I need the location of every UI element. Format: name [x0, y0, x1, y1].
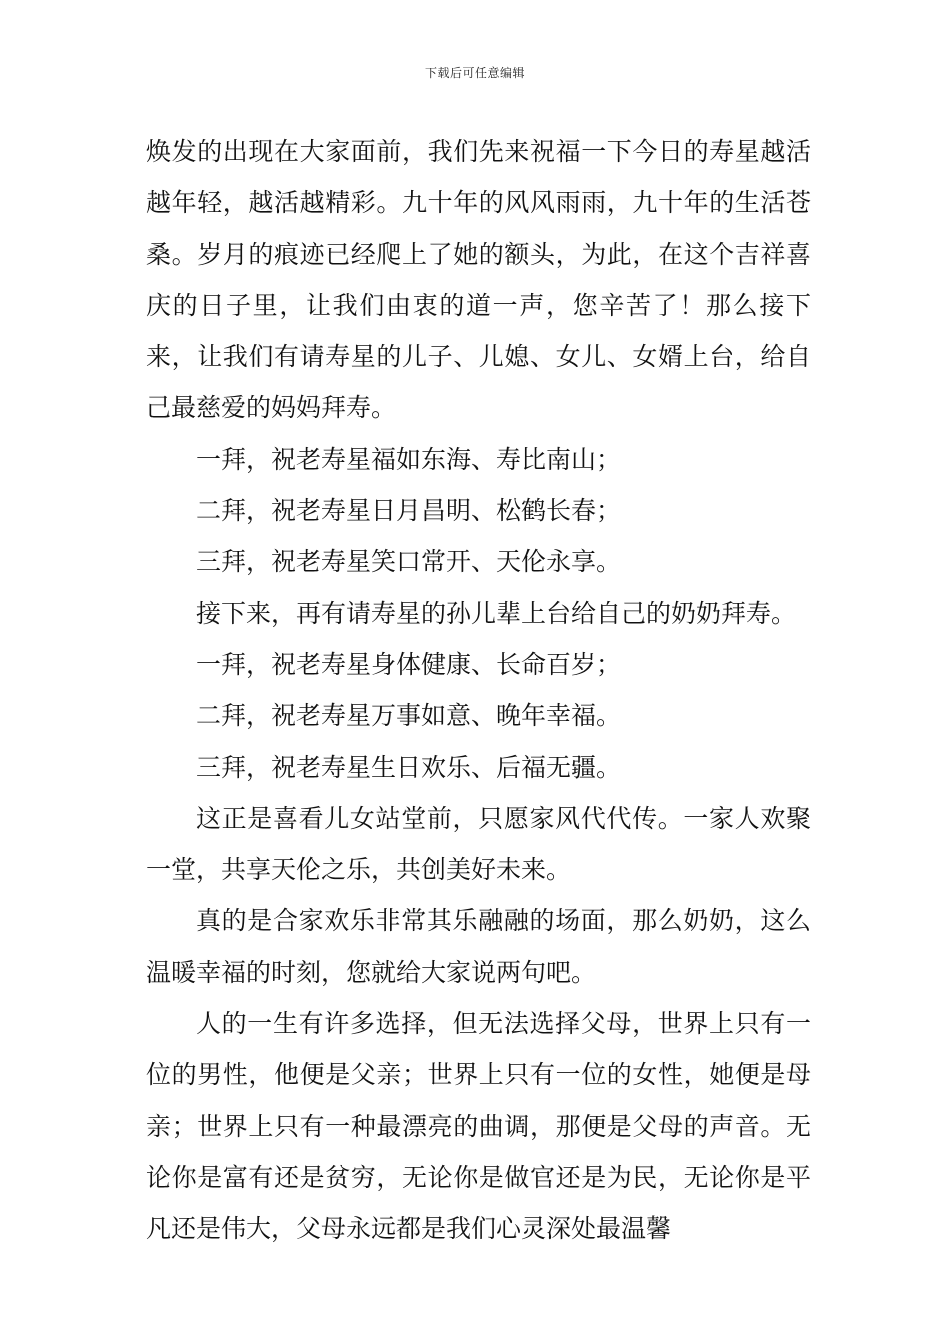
paragraph-1: 焕发的出现在大家面前，我们先来祝福一下今日的寿星越活越年轻，越活越精彩。九十年的风风雨雨，九十年的生活苍桑。岁月的痕迹已经爬上了她的额头，为此，在这个吉祥喜庆的日子里，让我们由衷的道一声，您辛苦了！那么接下来，让我们有请寿星的儿子、儿媳、女儿、女婿上台，给自己最慈爱的妈妈拜寿。	[146, 137, 811, 423]
paragraph-5: 接下来，再有请寿星的孙儿辈上台给自己的奶奶拜寿。	[196, 598, 797, 628]
paragraph-2: 一拜，祝老寿星福如东海、寿比南山；	[196, 444, 622, 474]
page-header: 下载后可任意编辑	[424, 66, 525, 80]
paragraph-6: 一拜，祝老寿星身体健康、长命百岁；	[196, 649, 622, 679]
paragraph-10: 真的是合家欢乐非常其乐融融的场面，那么奶奶，这么温暖幸福的时刻，您就给大家说两句吧。	[146, 906, 811, 987]
paragraph-3: 二拜，祝老寿星日月昌明、松鹤长春；	[196, 496, 622, 526]
paragraph-7: 二拜，祝老寿星万事如意、晚年幸福。	[196, 701, 622, 731]
document-body	[146, 126, 811, 1255]
paragraph-9: 这正是喜看儿女站堂前，只愿家风代代传。一家人欢聚一堂，共享天伦之乐，共创美好未来。	[146, 803, 811, 885]
paragraph-4: 三拜，祝老寿星笑口常开、天伦永享。	[196, 547, 622, 577]
paragraph-8: 三拜，祝老寿星生日欢乐、后福无疆。	[196, 752, 622, 782]
paragraph-11: 人的一生有许多选择，但无法选择父母，世界上只有一位的男性，他便是父亲；世界上只有一位的女性，她便是母亲；世界上只有一种最漂亮的曲调，那便是父母的声音。无论你是富有还是贫穷，无论你是做官还是为民，无论你是平凡还是伟大，父母永远都是我们心灵深处最温馨	[146, 1009, 811, 1244]
